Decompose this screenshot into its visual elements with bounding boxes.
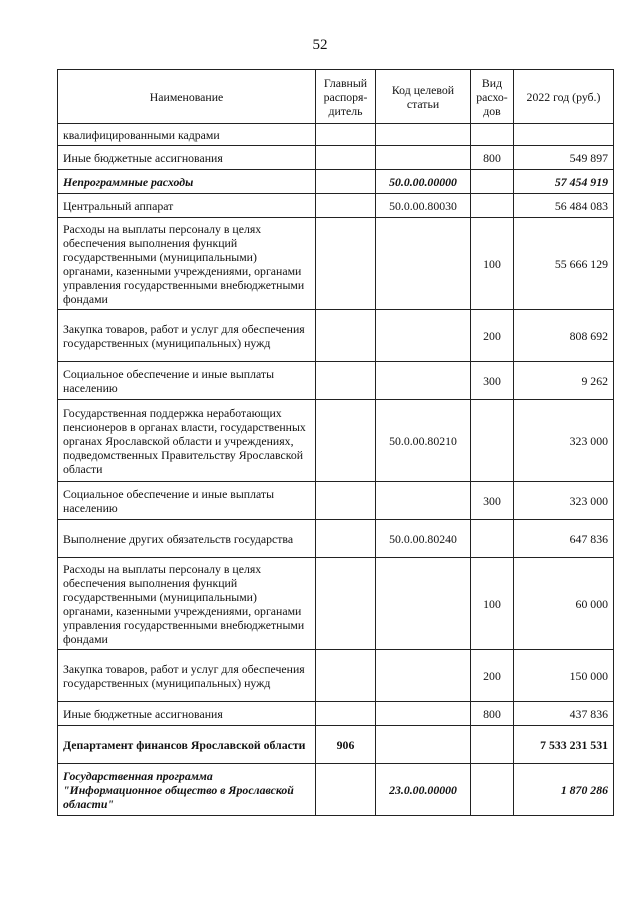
header-main-manager: Главный распоря-дитель (316, 70, 376, 124)
row-main-manager (316, 400, 376, 482)
row-main-manager (316, 520, 376, 558)
row-expense-type: 200 (471, 650, 514, 702)
row-expense-type: 100 (471, 558, 514, 650)
table-row (58, 400, 614, 482)
row-main-manager (316, 702, 376, 726)
row-target-code: 23.0.00.00000 (376, 764, 471, 816)
header-expense-type: Вид расхо-дов (471, 70, 514, 124)
table-row (58, 650, 614, 702)
row-main-manager (316, 650, 376, 702)
row-main-manager (316, 194, 376, 218)
row-amount: 55 666 129 (514, 218, 614, 310)
row-name: Центральный аппарат (58, 194, 316, 218)
row-target-code (376, 218, 471, 310)
table-row (58, 726, 614, 764)
row-target-code (376, 362, 471, 400)
row-name: квалифицированными кадрами (58, 124, 316, 146)
row-amount: 57 454 919 (514, 170, 614, 194)
row-expense-type: 100 (471, 218, 514, 310)
row-expense-type (471, 124, 514, 146)
row-name: Закупка товаров, работ и услуг для обеспечения государственных (муниципальных) нужд (58, 310, 316, 362)
header-name: Наименование (58, 70, 316, 124)
page-number: 52 (312, 37, 328, 53)
table-row (58, 482, 614, 520)
table-row (58, 170, 614, 194)
row-name: Государственная программа "Информационное общество в Ярославской области" (58, 764, 316, 816)
row-main-manager (316, 124, 376, 146)
row-expense-type (471, 726, 514, 764)
table-row (58, 124, 614, 146)
row-name: Непрограммные расходы (58, 170, 316, 194)
row-expense-type: 800 (471, 146, 514, 170)
row-name: Социальное обеспечение и иные выплаты населению (58, 362, 316, 400)
row-amount: 56 484 083 (514, 194, 614, 218)
row-target-code: 50.0.00.80240 (376, 520, 471, 558)
table-row (58, 146, 614, 170)
row-amount: 7 533 231 531 (514, 726, 614, 764)
row-name: Закупка товаров, работ и услуг для обеспечения государственных (муниципальных) нужд (58, 650, 316, 702)
table-row (58, 310, 614, 362)
row-main-manager: 906 (316, 726, 376, 764)
budget-table (57, 69, 614, 816)
table-row (58, 218, 614, 310)
row-amount: 323 000 (514, 482, 614, 520)
row-main-manager (316, 482, 376, 520)
table-row (58, 194, 614, 218)
table-row (58, 362, 614, 400)
row-main-manager (316, 146, 376, 170)
row-target-code (376, 702, 471, 726)
row-target-code (376, 124, 471, 146)
row-name: Расходы на выплаты персоналу в целях обеспечения выполнения функций государственными (муниципальными) органами, казенными учреждениями, органами управления государственными внебюджетными фондами (58, 558, 316, 650)
row-main-manager (316, 558, 376, 650)
row-target-code: 50.0.00.80030 (376, 194, 471, 218)
row-target-code (376, 650, 471, 702)
row-expense-type (471, 520, 514, 558)
header-target-code: Код целевой статьи (376, 70, 471, 124)
row-expense-type (471, 170, 514, 194)
row-amount: 647 836 (514, 520, 614, 558)
row-expense-type (471, 400, 514, 482)
header-amount-2022: 2022 год (руб.) (514, 70, 614, 124)
row-amount: 60 000 (514, 558, 614, 650)
row-name: Департамент финансов Ярославской области (58, 726, 316, 764)
row-main-manager (316, 764, 376, 816)
row-target-code (376, 146, 471, 170)
table-row (58, 764, 614, 816)
row-main-manager (316, 362, 376, 400)
row-expense-type: 300 (471, 482, 514, 520)
row-amount: 323 000 (514, 400, 614, 482)
row-target-code: 50.0.00.00000 (376, 170, 471, 194)
row-main-manager (316, 310, 376, 362)
row-target-code (376, 558, 471, 650)
table-row (58, 520, 614, 558)
row-target-code (376, 482, 471, 520)
table-row (58, 558, 614, 650)
row-main-manager (316, 218, 376, 310)
row-name: Иные бюджетные ассигнования (58, 146, 316, 170)
row-amount: 808 692 (514, 310, 614, 362)
row-expense-type: 200 (471, 310, 514, 362)
row-name: Выполнение других обязательств государства (58, 520, 316, 558)
row-amount: 9 262 (514, 362, 614, 400)
row-amount (514, 124, 614, 146)
row-target-code: 50.0.00.80210 (376, 400, 471, 482)
row-target-code (376, 310, 471, 362)
row-main-manager (316, 170, 376, 194)
row-expense-type (471, 194, 514, 218)
row-target-code (376, 726, 471, 764)
row-name: Государственная поддержка неработающих пенсионеров в органах власти, государственных органах Ярославской области и учреждениях, подведомственных Правительству Ярославской области (58, 400, 316, 482)
row-name: Расходы на выплаты персоналу в целях обеспечения выполнения функций государственными (муниципальными) органами, казенными учреждениями, органами управления государственными внебюджетными фондами (58, 218, 316, 310)
row-amount: 1 870 286 (514, 764, 614, 816)
row-amount: 549 897 (514, 146, 614, 170)
row-name: Иные бюджетные ассигнования (58, 702, 316, 726)
table-row (58, 702, 614, 726)
row-name: Социальное обеспечение и иные выплаты населению (58, 482, 316, 520)
row-expense-type: 300 (471, 362, 514, 400)
row-expense-type (471, 764, 514, 816)
row-amount: 150 000 (514, 650, 614, 702)
row-amount: 437 836 (514, 702, 614, 726)
row-expense-type: 800 (471, 702, 514, 726)
table-header-row (58, 70, 614, 124)
